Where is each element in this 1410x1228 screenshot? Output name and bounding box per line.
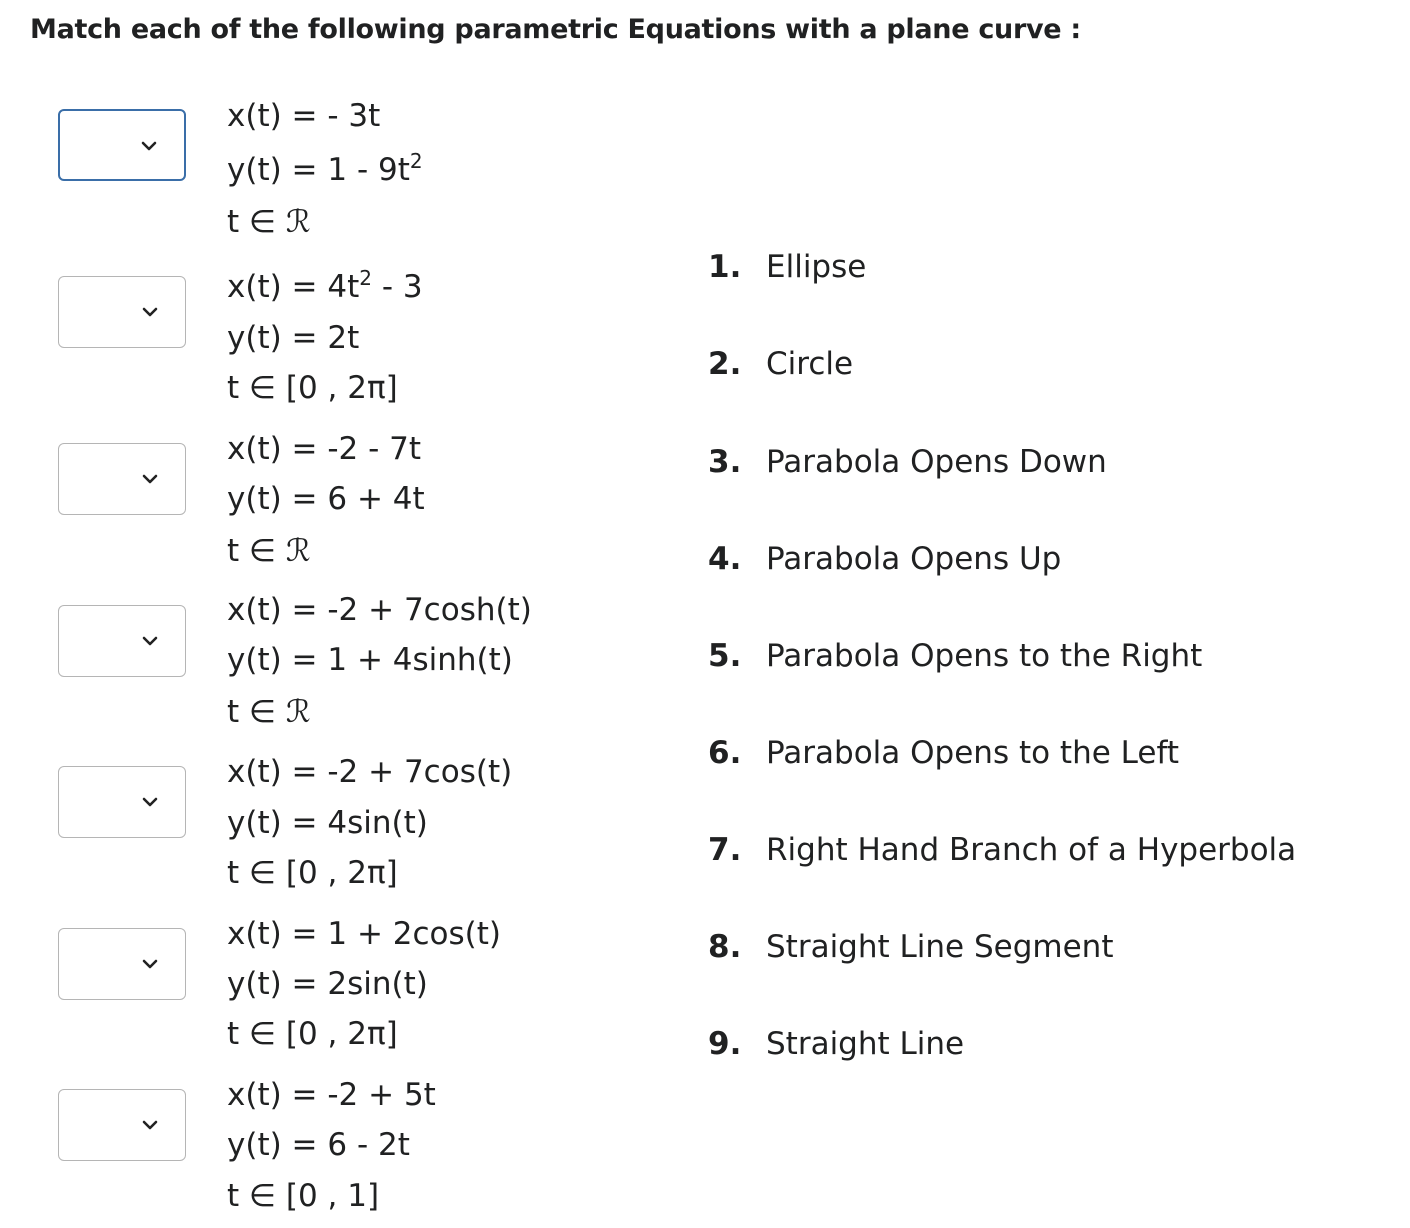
equation-6-y: y(t) = 2sin(t) [227, 966, 428, 1002]
equation-3-y: y(t) = 6 + 4t [227, 481, 425, 517]
equation-2-domain: t ∈ [0 , 2π] [227, 370, 398, 406]
option-item-5: 5. Parabola Opens to the Right [708, 638, 1203, 674]
option-item-4: 4. Parabola Opens Up [708, 541, 1062, 577]
equation-2-x: $x(t) = 4t^2 - 3$ [227, 266, 423, 305]
equation-5-domain: t ∈ [0 , 2π] [227, 855, 398, 891]
option-item-7: 7. Right Hand Branch of a Hyperbola [708, 832, 1297, 868]
match-select-4[interactable] [58, 605, 186, 677]
chevron-down-icon [141, 955, 159, 973]
equation-1-x: x(t) = - 3t [227, 98, 381, 134]
equation-5-y: y(t) = 4sin(t) [227, 805, 428, 841]
chevron-down-icon [141, 632, 159, 650]
chevron-down-icon [141, 793, 159, 811]
option-item-2: 2. Circle [708, 346, 854, 382]
equation-1-y: $y(t) = 1 - 9t^2$ [227, 149, 423, 188]
equation-1-domain: t ∈ ℛ [227, 204, 311, 240]
option-item-1: 1. Ellipse [708, 249, 867, 285]
match-select-6[interactable] [58, 928, 186, 1000]
match-select-5[interactable] [58, 766, 186, 838]
option-item-3: 3. Parabola Opens Down [708, 444, 1107, 480]
question-title: Match each of the following parametric Equations with a plane curve : [30, 14, 1081, 45]
match-select-1[interactable] [58, 109, 186, 181]
equation-6-domain: t ∈ [0 , 2π] [227, 1016, 398, 1052]
chevron-down-icon [141, 1116, 159, 1134]
match-select-3[interactable] [58, 443, 186, 515]
chevron-down-icon [141, 470, 159, 488]
equation-7-y: y(t) = 6 - 2t [227, 1127, 410, 1163]
equation-4-domain: t ∈ ℛ [227, 694, 311, 730]
equation-3-x: x(t) = -2 - 7t [227, 431, 422, 467]
equation-5-x: x(t) = -2 + 7cos(t) [227, 754, 513, 790]
equation-4-y: y(t) = 1 + 4sinh(t) [227, 642, 513, 678]
equation-7-x: x(t) = -2 + 5t [227, 1077, 436, 1113]
option-item-9: 9. Straight Line [708, 1026, 965, 1062]
equation-3-domain: t ∈ ℛ [227, 533, 311, 569]
equation-4-x: x(t) = -2 + 7cosh(t) [227, 592, 532, 628]
chevron-down-icon [140, 137, 158, 155]
equation-6-x: x(t) = 1 + 2cos(t) [227, 916, 502, 952]
option-item-8: 8. Straight Line Segment [708, 929, 1114, 965]
match-select-2[interactable] [58, 276, 186, 348]
option-item-6: 6. Parabola Opens to the Left [708, 735, 1179, 771]
equation-7-domain: t ∈ [0 , 1] [227, 1178, 380, 1214]
equation-2-y: y(t) = 2t [227, 320, 360, 356]
chevron-down-icon [141, 303, 159, 321]
match-select-7[interactable] [58, 1089, 186, 1161]
